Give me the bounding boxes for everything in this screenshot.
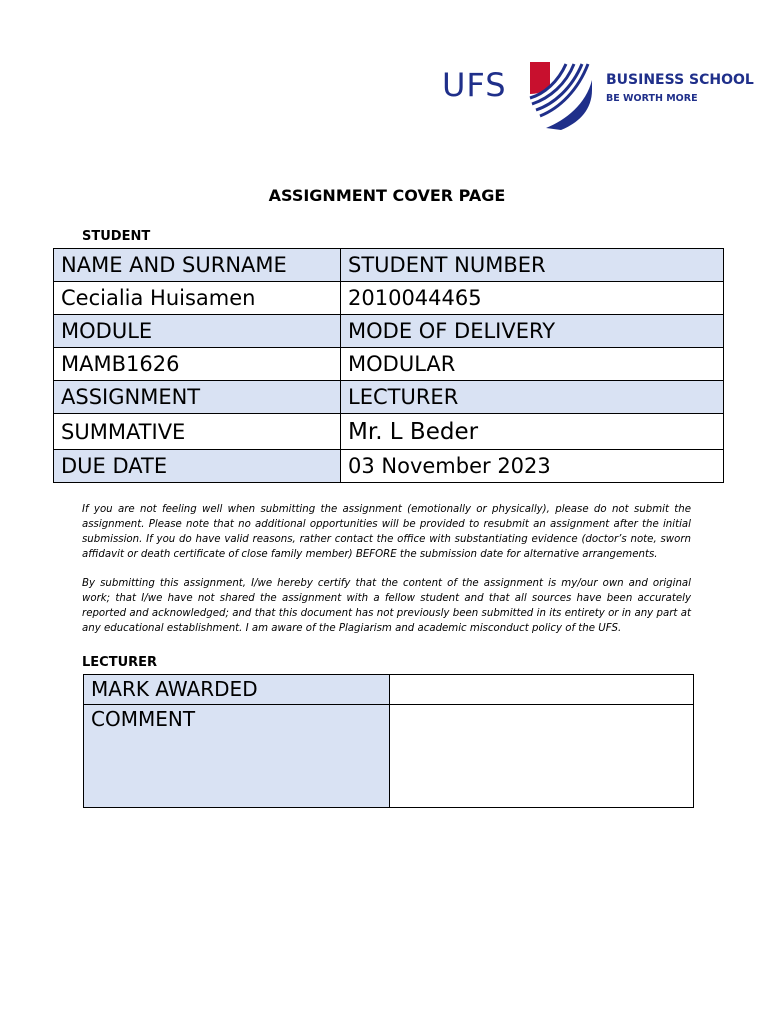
comment-value: [390, 705, 694, 808]
certification-note: By submitting this assignment, I/we hereby certify that the content of the assignment is my/our own and original work; that I/we have not shared the assignment with a fellow student and that all sources have been accurately reported and acknowledged; and that this document has not previously been submitted in its entirety or in any part at any educational establishment. I am aware of the Plagiarism and academic misconduct policy of the UFS.: [82, 578, 691, 634]
ufs-business-school-logo: [440, 58, 754, 134]
logo-tagline: BE WORTH MORE: [606, 93, 698, 104]
table-row: [54, 348, 724, 381]
table-cell-right: STUDENT NUMBER: [341, 249, 724, 282]
lecturer-table: [83, 674, 694, 808]
comment-label: COMMENT: [84, 705, 390, 808]
lecturer-name: Mr. L Beder: [341, 414, 724, 450]
table-cell-right: MODE OF DELIVERY: [341, 315, 724, 348]
wellness-note: If you are not feeling well when submitting the assignment (emotionally or physically), please do not submit the assignment. Please note that no additional opportunities will be provided to resubmit an assignment after the initial submission. If you do have valid reasons, rather contact the office with substantiating evidence (doctor’s note, sworn affidavit or death certificate of close family member) BEFORE the submission date for alternative arrangements.: [82, 504, 691, 560]
page-title: ASSIGNMENT COVER PAGE: [268, 186, 506, 205]
table-row: [54, 414, 724, 450]
student-section-label: STUDENT: [82, 229, 151, 244]
assignment-type: SUMMATIVE: [54, 414, 341, 450]
table-row: [54, 249, 724, 282]
table-row: [54, 381, 724, 414]
table-cell-left: MODULE: [54, 315, 341, 348]
mode-of-delivery: MODULAR: [341, 348, 724, 381]
logo-ufs-text: UFS: [442, 66, 507, 104]
table-row: [54, 282, 724, 315]
logo-school-name: BUSINESS SCHOOL: [606, 72, 754, 88]
student-number: 2010044465: [341, 282, 724, 315]
table-row: [54, 315, 724, 348]
mark-awarded-value: [390, 675, 694, 705]
student-info-table: [53, 248, 724, 483]
lecturer-section-label: LECTURER: [82, 655, 158, 670]
due-date-value: 03 November 2023: [341, 450, 724, 483]
due-date-label: DUE DATE: [54, 450, 341, 483]
submission-notes: [82, 502, 691, 650]
table-row: [84, 675, 694, 705]
table-cell-right: LECTURER: [341, 381, 724, 414]
table-row: [54, 450, 724, 483]
student-name: Cecialia Huisamen: [54, 282, 341, 315]
shield-icon: [526, 60, 596, 132]
table-row: [84, 705, 694, 808]
module-code: MAMB1626: [54, 348, 341, 381]
table-cell-left: ASSIGNMENT: [54, 381, 341, 414]
mark-awarded-label: MARK AWARDED: [84, 675, 390, 705]
table-cell-left: NAME AND SURNAME: [54, 249, 341, 282]
